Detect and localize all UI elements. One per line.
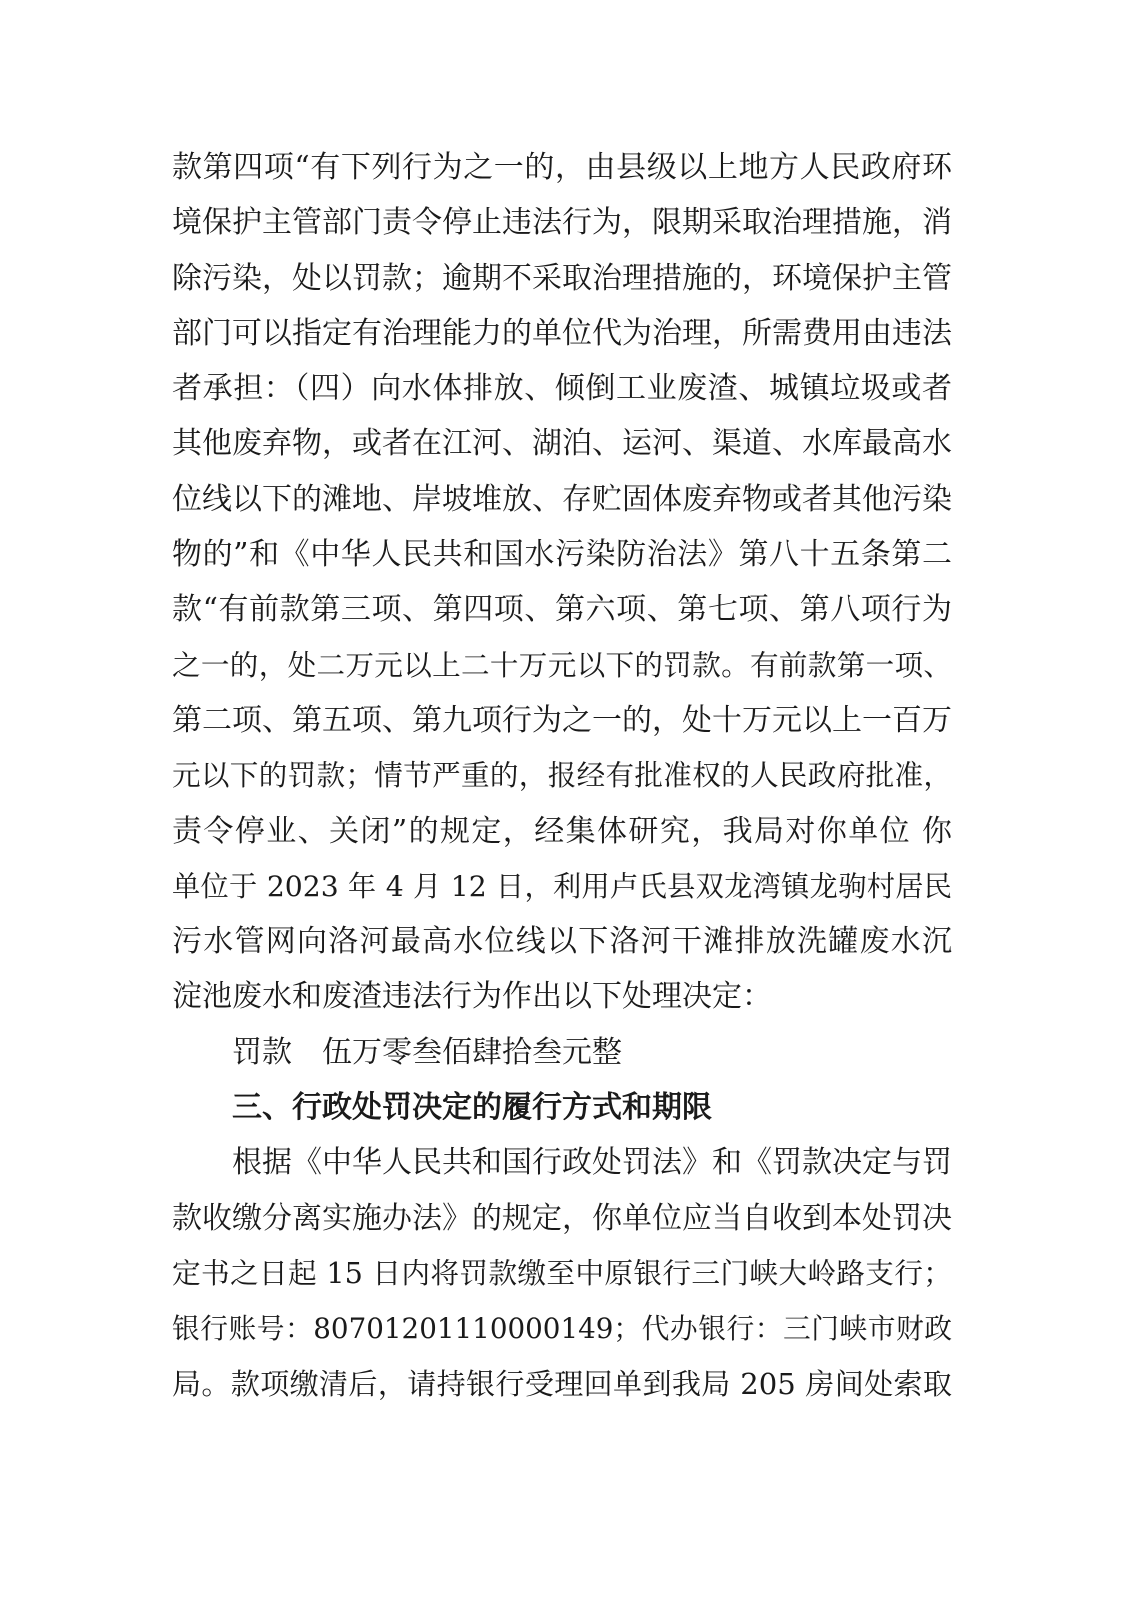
body-line: 位线以下的滩地、岸坡堆放、存贮固体废弃物或者其他污染: [172, 481, 952, 517]
body-line: 污水管网向洛河最高水位线以下洛河干滩排放洗罐废水沉: [172, 924, 952, 960]
document-body: [172, 140, 952, 1412]
body-line: 物的”和《中华人民共和国水污染防治法》第八十五条第二: [172, 537, 952, 573]
body-line: 款收缴分离实施办法》的规定，你单位应当自收到本处罚决: [172, 1200, 952, 1236]
body-line: 根据《中华人民共和国行政处罚法》和《罚款决定与罚: [232, 1145, 952, 1181]
body-line: 定书之日起 15 日内将罚款缴至中原银行三门峡大岭路支行；: [172, 1255, 952, 1290]
body-line: 单位于 2023 年 4 月 12 日，利用卢氏县双龙湾镇龙驹村居民: [172, 869, 952, 903]
body-line: 之一的，处二万元以上二十万元以下的罚款。有前款第一项、: [172, 647, 952, 682]
body-line: 责令停业、关闭”的规定，经集体研究，我局对你单位 你: [172, 813, 952, 849]
body-line: 银行账号：80701201110000149；代办银行：三门峡市财政: [172, 1312, 952, 1346]
body-line: 款“有前款第三项、第四项、第六项、第七项、第八项行为: [172, 592, 952, 628]
body-line: 者承担：（四）向水体排放、倾倒工业废渣、城镇垃圾或者: [172, 371, 952, 407]
body-line: 境保护主管部门责令停止违法行为，限期采取治理措施，消: [172, 205, 952, 241]
body-line: 除污染，处以罚款；逾期不采取治理措施的，环境保护主管: [172, 260, 952, 296]
body-line: 部门可以指定有治理能力的单位代为治理，所需费用由违法: [172, 315, 952, 351]
body-line: 元以下的罚款；情节严重的，报经有批准权的人民政府批准，: [172, 758, 952, 793]
section-heading: 三、行政处罚决定的履行方式和期限: [232, 1090, 712, 1126]
body-line: 款第四项“有下列行为之一的，由县级以上地方人民政府环: [172, 150, 952, 185]
fine-amount-line: 罚款 伍万零叁佰肆拾叁元整: [232, 1034, 622, 1070]
body-line: 淀池废水和废渣违法行为作出以下处理决定：: [172, 979, 772, 1015]
body-line: 其他废弃物，或者在江河、湖泊、运河、渠道、水库最高水: [172, 426, 952, 462]
body-line: 第二项、第五项、第九项行为之一的，处十万元以上一百万: [172, 702, 952, 738]
body-line: 局。款项缴清后，请持银行受理回单到我局 205 房间处索取: [172, 1366, 952, 1401]
